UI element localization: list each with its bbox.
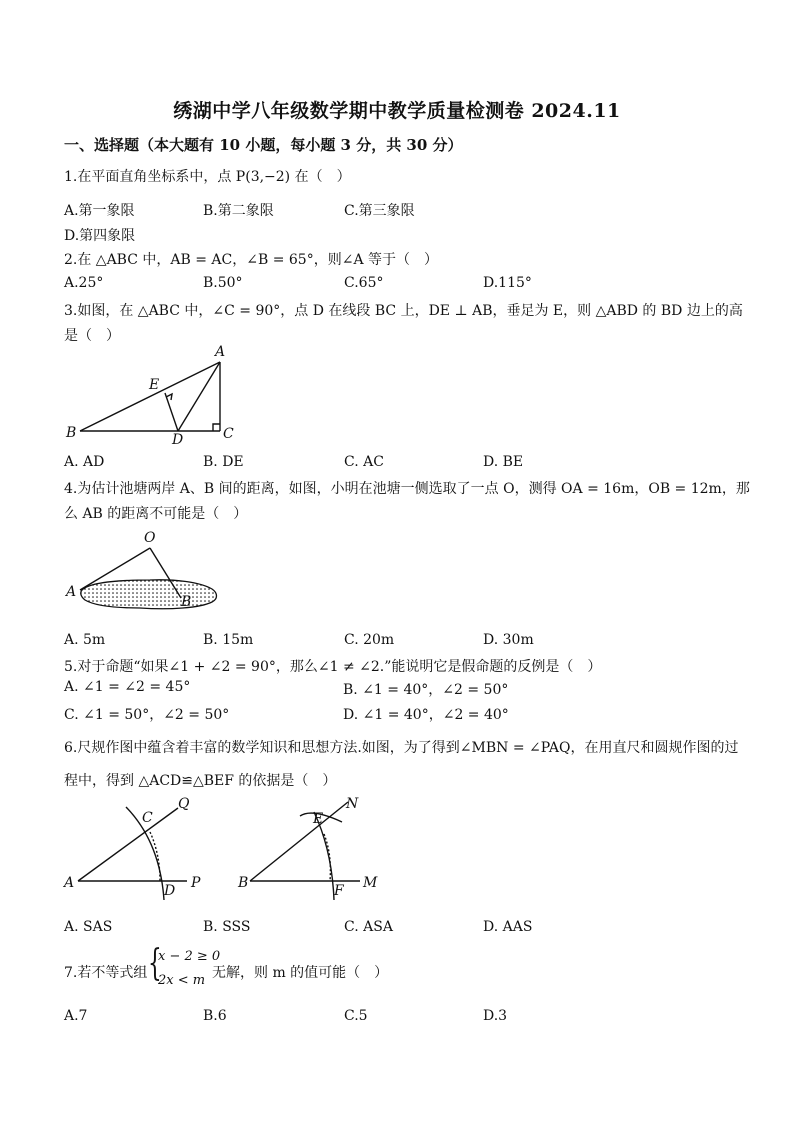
q7-prefix: 7.若不等式组 [64, 965, 148, 981]
q4-label-a: A [66, 584, 77, 600]
q3-label-e: E [149, 377, 160, 393]
q6-option-a: A. SAS [64, 919, 113, 935]
q6-option-b: B. SSS [203, 919, 251, 935]
q7-option-d: D.3 [483, 1008, 508, 1024]
q4-pond-figure [60, 532, 210, 617]
q7-option-a: A.7 [64, 1008, 88, 1024]
q6-label-e: E [313, 811, 324, 827]
q3-label-d: D [172, 432, 184, 448]
q3-option-a: A. AD [64, 454, 105, 470]
q6-stem-line2: 程中，得到 △ACD≌△BEF 的依据是（ ） [64, 773, 337, 789]
q6-label-m: M [363, 875, 378, 891]
q7-suffix: 无解，则 m 的值可能（ ） [212, 965, 389, 981]
section-header: 一、选择题（本大题有 10 小题，每小题 3 分，共 30 分） [64, 136, 463, 154]
q4-option-a: A. 5m [64, 632, 106, 648]
q7-option-b: B.6 [203, 1008, 227, 1024]
q6-label-f: F [334, 883, 344, 899]
q4-stem-line1: 4.为估计池塘两岸 A、B 间的距离，如图，小明在池塘一侧选取了一点 O，测得 OA = 16m，OB = 12m，那 [64, 481, 750, 497]
q2-option-b: B.50° [203, 275, 243, 291]
q2-option-a: A.25° [64, 275, 104, 291]
q7-inequality-2: 2x < m [158, 973, 206, 988]
q7-option-c: C.5 [344, 1008, 368, 1024]
q4-option-c: C. 20m [344, 632, 395, 648]
q6-option-d: D. AAS [483, 919, 533, 935]
q3-label-a: A [215, 344, 226, 360]
q6-label-n: N [346, 796, 359, 812]
q4-option-d: D. 30m [483, 632, 534, 648]
q3-option-b: B. DE [203, 454, 244, 470]
q5-option-d: D. ∠1 = 40°，∠2 = 40° [343, 707, 509, 723]
q5-option-c: C. ∠1 = 50°，∠2 = 50° [64, 707, 230, 723]
q7-inequality-1: x − 2 ≥ 0 [158, 949, 221, 964]
q4-label-b: B [181, 594, 192, 610]
q5-stem: 5.对于命题“如果∠1 + ∠2 = 90°，那么∠1 ≠ ∠2.”能说明它是假命题的反例是（ ） [64, 659, 602, 675]
q6-stem-line1: 6.尺规作图中蕴含着丰富的数学知识和思想方法.如图，为了得到∠MBN = ∠PAQ，在用直尺和圆规作图的过 [64, 740, 739, 756]
q6-label-q: Q [178, 796, 190, 812]
q1-option-d: D.第四象限 [64, 228, 136, 244]
q2-stem: 2.在 △ABC 中，AB = AC，∠B = 65°，则∠A 等于（ ） [64, 252, 439, 268]
q5-option-a: A. ∠1 = ∠2 = 45° [64, 679, 191, 695]
q4-label-o: O [144, 530, 156, 546]
q3-option-c: C. AC [344, 454, 384, 470]
q2-option-d: D.115° [483, 275, 532, 291]
q3-label-c: C [223, 426, 234, 442]
exam-title: 绣湖中学八年级数学期中教学质量检测卷 2024.11 [173, 100, 621, 122]
q6-label-d: D [164, 883, 176, 899]
q6-label-a: A [64, 875, 75, 891]
q3-stem-line1: 3.如图，在 △ABC 中，∠C = 90°，点 D 在线段 BC 上，DE ⊥ AB，垂足为 E，则 △ABD 的 BD 边上的高 [64, 303, 743, 319]
q1-option-b: B.第二象限 [203, 203, 274, 219]
q3-option-d: D. BE [483, 454, 524, 470]
q6-label-b: B [238, 875, 249, 891]
q7-brace: { [148, 943, 162, 984]
q1-option-a: A.第一象限 [64, 203, 135, 219]
q3-stem-line2: 是（ ） [64, 328, 120, 344]
q3-triangle-figure [60, 342, 240, 448]
q6-label-p: P [191, 875, 201, 891]
q6-option-c: C. ASA [344, 919, 393, 935]
q3-label-b: B [66, 425, 77, 441]
q5-option-b: B. ∠1 = 40°，∠2 = 50° [343, 682, 509, 698]
q4-stem-line2: 么 AB 的距离不可能是（ ） [64, 506, 248, 522]
q2-option-c: C.65° [344, 275, 384, 291]
q1-option-c: C.第三象限 [344, 203, 415, 219]
q4-option-b: B. 15m [203, 632, 254, 648]
q6-construction-figure-right [236, 792, 396, 902]
q1-stem: 1.在平面直角坐标系中，点 P(3,−2) 在（ ） [64, 169, 351, 185]
q6-label-c: C [142, 810, 153, 826]
q6-construction-figure-left [60, 792, 220, 902]
